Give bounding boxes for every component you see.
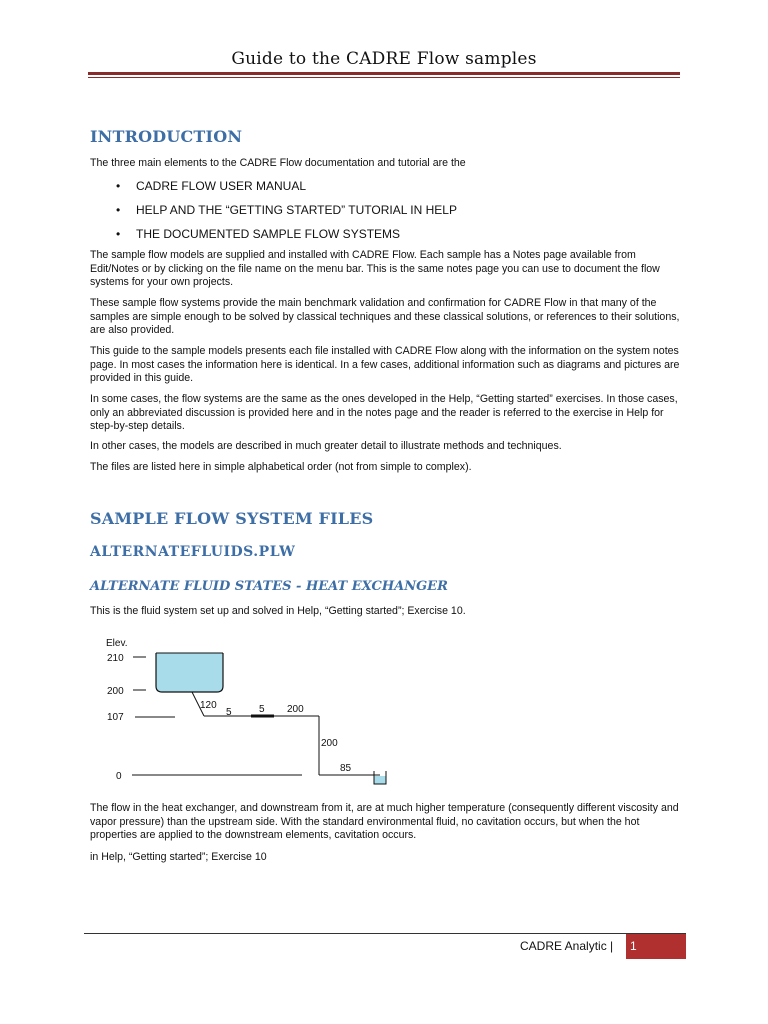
supply-tank (156, 653, 223, 692)
bullet-icon: • (116, 179, 121, 193)
flow-system-diagram (90, 630, 410, 795)
segment-label: 5 (226, 707, 232, 718)
intro-paragraph: This guide to the sample models presents each file installed with CADRE Flow along with the information on the system notes page. In most cases the information here is identical. In a few cases, additional information such as diagrams and pictures are provided in this guide. (90, 345, 680, 384)
elevation-label: 210 (107, 653, 124, 664)
header-rule-thin (88, 77, 680, 78)
intro-paragraph: The files are listed here in simple alphabetical order (not from simple to complex). (90, 461, 472, 473)
segment-label: 85 (340, 763, 352, 774)
intro-heading: INTRODUCTION (90, 127, 243, 146)
bullet-icon: • (116, 203, 121, 217)
list-item (112, 178, 457, 202)
footer-rule (84, 933, 686, 934)
elevation-axis-label: Elev. (106, 638, 128, 649)
sub-heading: ALTERNATE FLUID STATES - HEAT EXCHANGER (90, 579, 448, 594)
intro-paragraph: In some cases, the flow systems are the same as the ones developed in the Help, “Getting started” exercises. In those cases, only an abbreviated discussion is provided here and in the notes page and the reader is referred to the exercise in Help for step-by-step details. (90, 393, 678, 432)
bullet-icon: • (116, 227, 121, 241)
page-title: Guide to the CADRE Flow samples (231, 49, 537, 69)
sample-description: The flow in the heat exchanger, and downstream from it, are at much higher temperature (consequently different viscosity and vapor pressure) than the upstream side. With the standard environmental fluid, no cavitation occurs, but when the hot properties are applied to the downstream elements, cavitation occurs. (90, 802, 679, 841)
intro-bullet-list (112, 178, 457, 250)
segment-label: 5 (259, 704, 265, 715)
intro-paragraph: In other cases, the models are described in much greater detail to illustrate methods and techniques. (90, 440, 562, 452)
file-heading: ALTERNATEFLUIDS.PLW (90, 544, 296, 560)
list-item (112, 202, 457, 226)
elevation-label: 0 (116, 771, 122, 782)
bullet-text: CADRE FLOW USER MANUAL (136, 179, 307, 193)
list-item (112, 226, 457, 250)
samples-heading: SAMPLE FLOW SYSTEM FILES (90, 509, 374, 528)
intro-paragraph: The sample flow models are supplied and installed with CADRE Flow. Each sample has a Notes page available from Edit/Notes or by clicking on the file name on the menu bar. This is the same notes page you can use to document the flow systems for your own projects. (90, 249, 660, 288)
header-rule (88, 72, 680, 75)
elevation-label: 107 (107, 712, 124, 723)
bullet-text: THE DOCUMENTED SAMPLE FLOW SYSTEMS (136, 227, 401, 241)
discharge-tank-fill (374, 776, 386, 784)
elevation-label: 200 (107, 686, 124, 697)
segment-label: 200 (321, 738, 338, 749)
footer-company: CADRE Analytic | (520, 939, 614, 953)
intro-paragraph: These sample flow systems provide the main benchmark validation and confirmation for CADRE Flow in that many of the samples are simple enough to be solved by classical techniques and these classical solutions, or references to their solutions, are also provided. (90, 297, 680, 336)
page-number-badge: 1 (626, 934, 686, 959)
segment-label: 200 (287, 704, 304, 715)
sample-intro: This is the fluid system set up and solved in Help, “Getting started”; Exercise 10. (90, 605, 466, 617)
bullet-text: HELP AND THE “GETTING STARTED” TUTORIAL IN HELP (136, 203, 457, 217)
segment-label: 120 (200, 700, 217, 711)
sample-reference: in Help, “Getting started”; Exercise 10 (90, 851, 267, 863)
intro-lead: The three main elements to the CADRE Flow documentation and tutorial are the (90, 157, 466, 169)
